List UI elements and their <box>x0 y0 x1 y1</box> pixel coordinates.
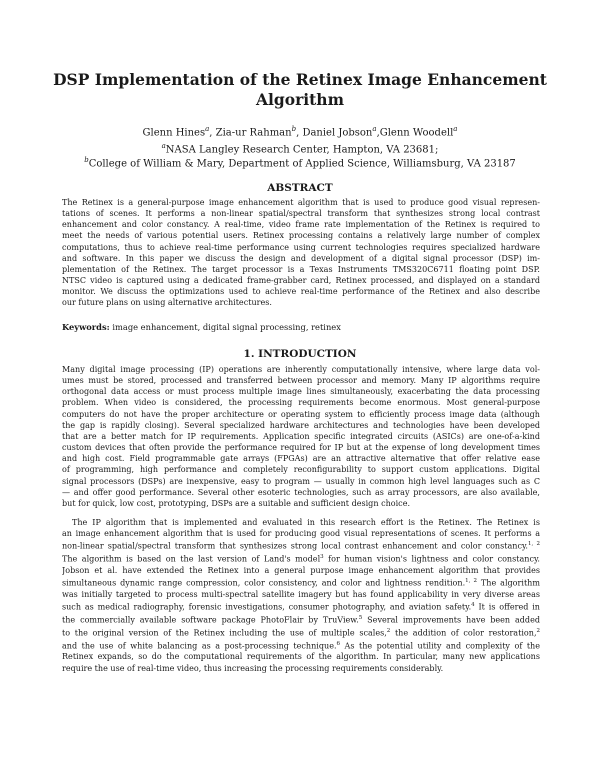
intro-paragraph-1: Many digital image processing (IP) operations are inherently computationally intensive, where large data vol- umes must be stored, processed and transferred between processor and memory. Many IP algorithms require orthogonal data access or must process multiple image lines simultaneously, exacerbating the data processing problem. When video is considered, the processing requirements become enormous. Most general-purpose computers do not have the proper architecture or operating system to efficiently process image data (although the gap is rapidly closing). Several specialized hardware architectures and technologies have been developed that are a better match for IP requirements. Application specific integrated circuits (ASICs) are one-of-a-kind custom devices that often provide the performance required for IP but at the expense of long development times and high cost. Field programmable gate arrays (FPGAs) are an attractive alternative that offer relative ease of programming, high performance and completely reconfigurability to support custom applications. Digital signal processors (DSPs) are inexpensive, easy to program — usually in common high level languages such as C — and offer good performance. Several other esoteric technologies, such as array processors, are also available, but for quick, low cost, prototyping, DSPs are a suitable and sufficient design choice. <box>62 365 540 508</box>
citation: 2 <box>386 627 391 634</box>
abstract-body: The Retinex is a general-purpose image enhancement algorithm that is used to produce good visual represen- tations of scenes. It performs a non-linear spatial/spectral transform that synthesizes strong local contrast enhancement and color constancy. A real-time, video frame rate implementation of the Retinex is required to meet the needs of various potential users. Retinex processing contains a relatively large number of complex computations, thus to achieve real-time performance using current technologies requires specialized hardware and software. In this paper we discuss the design and development of a digital signal processor (DSP) im- plementation of the Retinex. The target processor is a Texas Instruments TMS320C6711 floating point DSP. NTSC video is captured using a dedicated frame-grabber card, Retinex processed, and displayed on a standard monitor. We discuss the optimizations used to achieve real-time performance of the Retinex and also describe our future plans on using alternative architectures. <box>62 198 540 308</box>
author-4: Glenn Woodell <box>379 127 454 139</box>
citation: 6 <box>336 640 341 647</box>
keywords-label: Keywords: <box>62 322 110 332</box>
introduction-heading: 1. INTRODUCTION <box>243 348 357 360</box>
affiliation-b: $^b$College of William & Mary, Department of Applied Science, Williamsburg, VA 23187 <box>84 156 516 170</box>
keywords <box>62 322 540 333</box>
paper-title: DSP Implementation of the Retinex Image Enhancement Algorithm <box>53 70 547 109</box>
author-list: Glenn Hines$^a$, Zia-ur Rahman$^b$, Daniel Jobson$^a$,Glenn Woodell$^a$ <box>142 125 458 139</box>
author-1: Glenn Hines <box>142 127 206 139</box>
intro-paragraph-2: The IP algorithm that is implemented and evaluated in this research effort is the Retinex. The Retinex is an image enhancement algorithm that is used for producing good visual representations of scenes. It performs a non-linear spatial/spectral transform that synthesizes strong local contrast enhancement and color constancy.$^{1, 2}$ The algorithm is based on the last version of Land's model$^3$ for human vision's lightness and color constancy. Jobson et al. have extended the Retinex into a general purpose image enhancement algorithm that provides simultaneous dynamic range compression, color consistency, and color and lightness rendition.$^{1, 2}$ The algorithm was initially targeted to process multi-spectral satellite imagery but has found applicability in very diverse areas such as medical radiography, forensic investigations, consumer photography, and aviation safety.$^4$ It is offered in the commercially available software package PhotoFlair by TruView.$^5$ Several improvements have been added to the original version of the Retinex including the use of multiple scales,$^2$ the addition of color restoration,$^2$ and the use of white balancing as a post-processing technique.$^6$ As the potential utility and complexity of the Retinex expands, so do the computational requirements of the algorithm. In particular, many new applications require the use of real-time video, thus increasing the processing requirements considerably. <box>62 518 540 673</box>
citation: 1, 2 <box>528 541 540 548</box>
citation: 5 <box>358 614 363 621</box>
affiliation-a: $^a$NASA Langley Research Center, Hampton, VA 23681; <box>161 142 439 156</box>
citation: 4 <box>471 602 475 609</box>
author-3: Daniel Jobson <box>302 127 373 139</box>
citation: 3 <box>320 554 324 561</box>
citation: 2 <box>536 627 540 634</box>
citation: 1, 2 <box>465 578 477 585</box>
keywords-list: image enhancement, digital signal processing, retinex <box>112 322 341 332</box>
author-2: Zia-ur Rahman <box>215 127 292 139</box>
abstract-heading: ABSTRACT <box>267 182 333 194</box>
